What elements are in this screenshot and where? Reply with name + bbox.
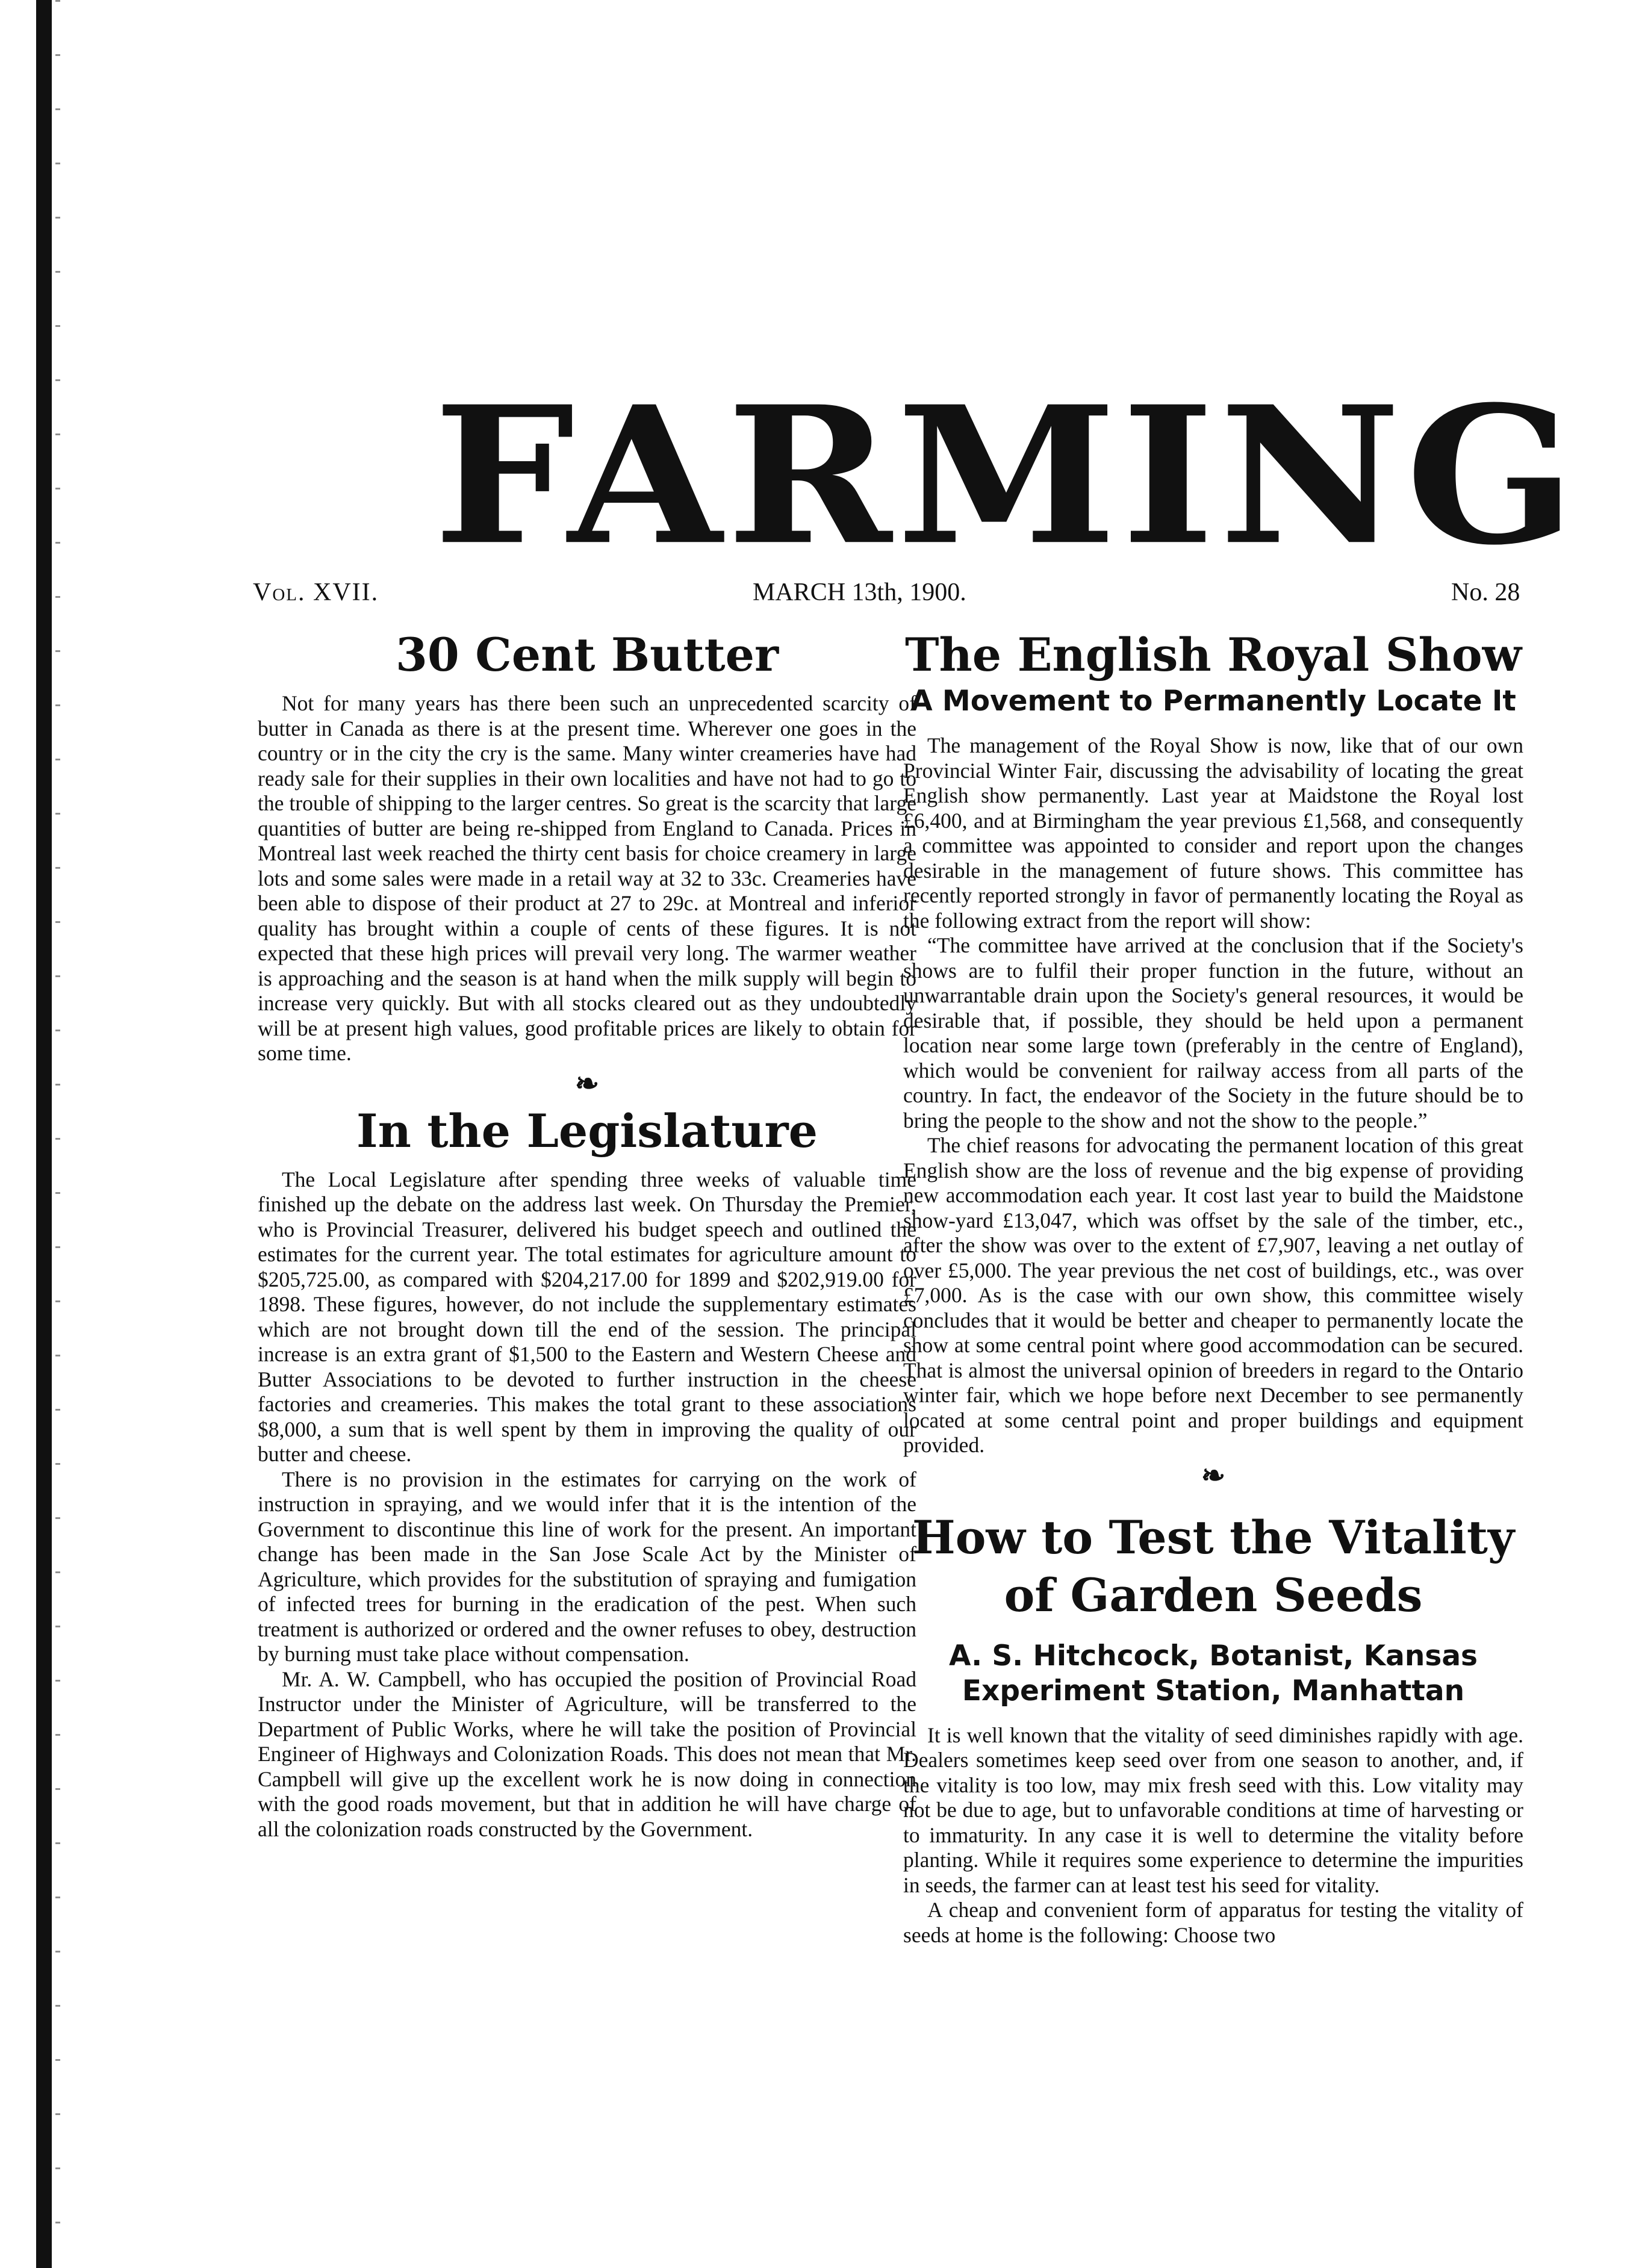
- royal-show-quote: “The committee have arrived at the conclusion that if the Society's shows are to fulfil their proper function in the future, without an unwarrantable drain upon the Society's general resources, it would be desirable that, if possible, they should be held upon a permanent location near some large town (preferably in the centre of England), which would be convenient for railway access from all parts of the country. In fact, the endeavor of the Society in the future should be to bring the people to the show and not the show to the people.”: [903, 933, 1523, 1132]
- left-column: [258, 626, 916, 1842]
- issue-volume: Vol. XVII.: [253, 579, 379, 606]
- right-column: [903, 626, 1523, 1948]
- page-edge-specks: [55, 0, 60, 2268]
- section-ornament-icon: ❧: [1201, 1459, 1226, 1492]
- royal-show-paragraph-2: The chief reasons for advocating the permanent location of this great English show are the loss of revenue and the big expense of providing new accommodation each year. It cost last year to build the Maidstone show-yard £13,047, which was offset by the sale of the timber, etc., after the show was over to the extent of £7,907, leaving a net outlay of over £5,000. The year previous the net cost of buildings, etc., was over £7,000. As is the case with our own show, this committee wisely concludes that it would be better and cheaper to permanently locate the show at some central point where good accommodation can be secured. That is almost the universal opinion of breeders in regard to the Ontario winter fair, which we hope before next December to see permanently located at some central point and proper buildings and equipment provided.: [903, 1133, 1523, 1457]
- issue-number: No. 28: [1451, 579, 1520, 606]
- royal-show-headline: The English Royal Show: [904, 628, 1522, 682]
- legislature-headline: In the Legislature: [356, 1104, 818, 1158]
- butter-headline: 30 Cent Butter: [396, 628, 779, 682]
- masthead-title: FARMING: [434, 364, 1581, 587]
- seeds-paragraph-2: A cheap and convenient form of apparatus for testing the vitality of seeds at home is the following: Choose two: [903, 1898, 1523, 1947]
- royal-show-subheadline: A Movement to Permanently Locate It: [910, 685, 1516, 718]
- legislature-paragraph-3: Mr. A. W. Campbell, who has occupied the position of Provincial Road Instructor under the Minister of Agriculture, will be transferred to the Department of Public Works, where he will take the position of Provincial Engineer of Highways and Colonization Roads. This does not mean that Mr. Campbell will give up the excellent work he is now doing in connection with the good roads movement, but that in addition he will have charge of all the colonization roads constructed by the Government.: [258, 1667, 916, 1841]
- seeds-paragraph-1: It is well known that the vitality of seed diminishes rapidly with age. Dealers sometimes keep seed over from one season to another, and, if the vitality is too low, may mix fresh seed with this. Low vitality may not be due to age, but to unfavorable conditions at time of harvesting or to immaturity. In any case it is well to determine the vitality before planting. While it requires some experience to determine the impurities in seeds, the farmer can at least test his seed for vitality.: [903, 1723, 1523, 1897]
- legislature-paragraph-2: There is no provision in the estimates for carrying on the work of instruction in spraying, and we would infer that it is the intention of the Government to discontinue this line of work for the present. An important change has been made in the San Jose Scale Act by the Minister of Agriculture, which provides for the substitution of spraying and fumigation of infected trees for burning in the eradication of the pest. When such treatment is authorized or ordered and the owner refuses to obey, destruction by burning must take place without compensation.: [258, 1467, 916, 1666]
- seeds-byline: A. S. Hitchcock, Botanist, Kansas Experiment Station, Manhattan: [948, 1639, 1478, 1707]
- legislature-paragraph-1: The Local Legislature after spending three weeks of valuable time finished up the debate on the address last week. On Thursday the Premier, who is Provincial Treasurer, delivered his budget speech and outlined the estimates for the current year. The total estimates for agriculture amount to $205,725.00, as compared with $204,217.00 for 1899 and $202,919.00 for 1898. These figures, however, do not include the supplementary estimates which are not brought down till the end of the session. The principal increase is an extra grant of $1,500 to the Eastern and Western Cheese and Butter Associations to be devoted to further instruction in the cheese factories and creameries. This makes the total grant to these associations $8,000, a sum that is well spent by them in improving the quality of our butter and cheese.: [258, 1167, 916, 1466]
- royal-show-paragraph-1: The management of the Royal Show is now, like that of our own Provincial Winter Fair, discussing the advisability of locating the great English show permanently. Last year at Maidstone the Royal lost £6,400, and at Birmingham the year previous £1,568, and consequently a committee was appointed to consider and report upon the changes desirable in the management of future shows. This committee has recently reported strongly in favor of permanently locating the Royal as the following extract from the report will show:: [903, 733, 1523, 933]
- issue-date: MARCH 13th, 1900.: [753, 579, 966, 606]
- butter-paragraph: Not for many years has there been such an unprecedented scarcity of butter in Canada as there is at the present time. Wherever one goes in the country or in the city the cry is the same. Many winter creameries have had ready sale for their supplies in their own localities and have not had to go to the trouble of shipping to the larger centres. So great is the scarcity that large quantities of butter are being re-shipped from England to Canada. Prices in Montreal last week reached the thirty cent basis for choice creamery in large lots and some sales were made in a retail way at 32 to 33c. Creameries have been able to dispose of their product at 27 to 29c. at Montreal and inferior quality has brought within a couple of cents of these figures. It is not expected that these high prices will prevail very long. The warmer weather is approaching and the season is at hand when the milk supply will begin to increase very quickly. But with all stocks cleared out as they undoubtedly will be at present high values, good profitable prices are likely to obtain for some time.: [258, 691, 916, 1065]
- seeds-headline: How to Test the Vitality of Garden Seeds: [912, 1510, 1515, 1622]
- section-ornament-icon: ❧: [574, 1067, 600, 1100]
- page-edge-bar: [36, 0, 52, 2268]
